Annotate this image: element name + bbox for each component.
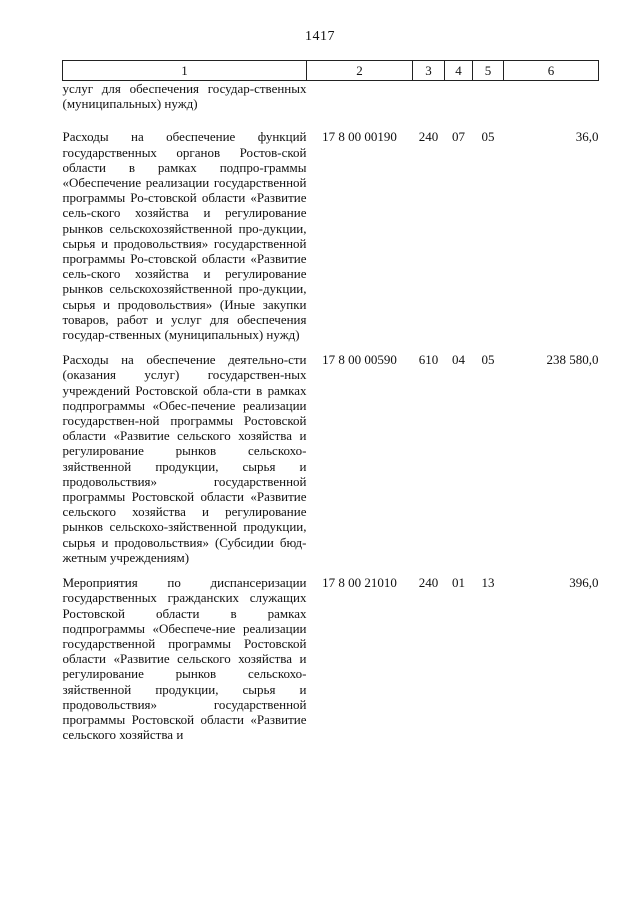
row-amount: 238 580,0 (546, 352, 599, 368)
row-code: 17 8 00 00190 (322, 129, 397, 145)
row-subsection: 13 (481, 575, 495, 591)
table-row (63, 575, 599, 752)
table-row (63, 352, 599, 575)
budget-table (62, 60, 599, 752)
row-subsection: 05 (481, 352, 495, 368)
row-section: 07 (452, 129, 465, 145)
header-col-6: 6 (504, 61, 599, 81)
table-row-continuation (63, 81, 599, 130)
continuation-text: услуг для обеспечения государ-ственных (муниципальных) нужд) (62, 81, 307, 112)
row-expense-type: 240 (418, 129, 439, 145)
row-amount: 36,0 (575, 129, 599, 145)
row-code: 17 8 00 21010 (322, 575, 397, 591)
row-expense-type: 610 (418, 352, 439, 368)
table-header-row (63, 61, 599, 81)
header-col-4: 4 (445, 61, 473, 81)
header-col-2: 2 (307, 61, 413, 81)
row-section: 04 (452, 352, 465, 368)
row-subsection: 05 (481, 129, 495, 145)
row-description: Расходы на обеспечение деятельно-сти (оказания услуг) государствен-ных учреждений Ростовской обла-сти в рамках подпрограммы «Обес-печение реализации государствен-ной программы Ростовской области «Развитие сельского хозяйства и регулирование рынков сельскохо-зяйственной продукции, сырья и продовольствия» государственной программы Ростовской области «Развитие сельского хозяйства и регулирование рынков сельскохо-зяйственной продукции, сырья и продовольствия» (Субсидии бюд-жетным учреждениям) (62, 352, 307, 565)
table-row (63, 129, 599, 352)
row-code: 17 8 00 00590 (322, 352, 397, 368)
page-number: 1417 (305, 29, 335, 44)
row-description: Мероприятия по диспансеризации государственных гражданских служащих Ростовской области в рамках подпрограммы «Обеспече-ние реализации государственной программы Ростовской области «Развитие сельского хозяйства и регулирование рынков сельскохо-зяйственной продукции, сырья и продовольствия» государственной программы Ростовской области «Развитие сельского хозяйства и (62, 575, 307, 743)
row-expense-type: 240 (418, 575, 439, 591)
header-col-5: 5 (473, 61, 504, 81)
row-section: 01 (452, 575, 465, 591)
row-amount: 396,0 (569, 575, 599, 591)
row-description: Расходы на обеспечение функций государственных органов Ростов-ской области в рамках подпро-граммы «Обеспечение реализации государственной программы Ро-стовской области «Развитие сель-ского хозяйства и регулирование рынков сельскохозяйственной про-дукции, сырья и продовольствия» государственной программы Ро-стовской области «Развитие сель-ского хозяйства и регулирование рынков сельскохозяйственной про-дукции, сырья и продовольствия» (Иные закупки товаров, работ и услуг для обеспечения государ-ственных (муниципальных) нужд) (62, 129, 307, 343)
header-col-3: 3 (413, 61, 445, 81)
header-col-1: 1 (63, 61, 307, 81)
